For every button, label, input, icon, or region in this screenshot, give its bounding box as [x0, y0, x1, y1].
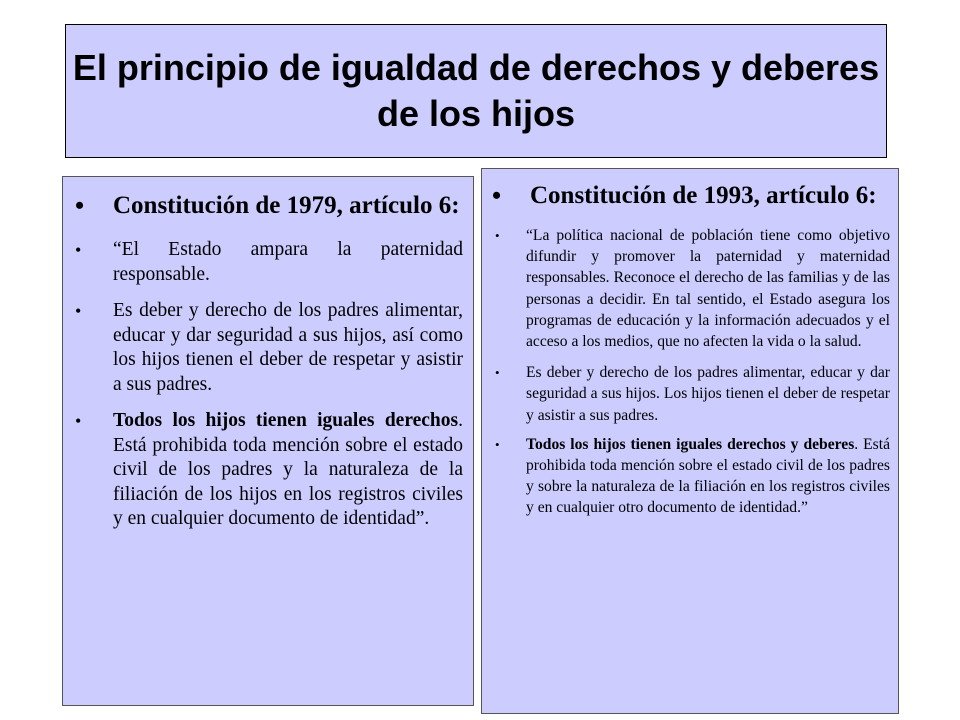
right-item-2-text: Es deber y derecho de los padres alimentar, educar y dar seguridad a sus hijos. Los hijos tienen el deber de respetar y asistir a sus padres. [526, 364, 890, 424]
right-list [490, 179, 890, 519]
right-item-3-rest: . Está prohibida toda mención sobre el estado civil de los padres y sobre la naturaleza de la filiación en los registros civiles y en cualquier otro documento de identidad.” [526, 435, 890, 517]
left-item-3-rest: . Está prohibida toda mención sobre el estado civil de los padres y la naturaleza de la filiación de los hijos en los registros civiles y en cualquier documento de identidad”. [113, 410, 463, 529]
right-item-3 [490, 434, 890, 519]
left-item-3 [73, 409, 463, 532]
right-heading-text: Constitución de 1993, artículo 6: [530, 182, 877, 209]
left-item-3-bold: Todos los hijos tienen iguales derechos [113, 410, 459, 431]
bullet-icon: • [75, 301, 82, 321]
bullet-icon: • [495, 365, 500, 381]
title-box [65, 24, 887, 158]
left-item-2 [73, 299, 463, 397]
right-panel-1993 [481, 168, 899, 714]
left-item-1 [73, 238, 463, 287]
bullet-icon: • [495, 436, 500, 452]
left-heading-text: Constitución de 1979, artículo 6: [113, 192, 460, 219]
right-item-3-bold: Todos los hijos tienen iguales derechos y deberes [526, 435, 855, 453]
left-heading [73, 189, 463, 222]
bullet-icon: • [492, 181, 502, 210]
bullet-icon: • [75, 411, 82, 431]
left-list [73, 189, 463, 532]
left-item-1-text: “El Estado ampara la paternidad responsable. [113, 239, 463, 285]
slide-title: El principio de igualdad de derechos y deberes de los hijos [72, 47, 880, 134]
right-item-2 [490, 362, 890, 426]
right-item-1 [490, 225, 890, 352]
bullet-icon: • [75, 191, 85, 220]
bullet-icon: • [495, 228, 500, 243]
right-item-1-text: “La política nacional de población tiene como objetivo difundir y promover la paternidad y maternidad responsables. Reconoce el derecho de las familias y de las personas a decidir. En tal sentido, el Estado asegura los programas de educación y la información adecuados y el acceso a los medios, que no afecten la vida o la salud. [526, 227, 890, 351]
left-panel-1979 [62, 176, 474, 706]
bullet-icon: • [75, 240, 82, 260]
right-heading [490, 179, 890, 212]
left-item-2-text: Es deber y derecho de los padres alimentar, educar y dar seguridad a sus hijos, así como los hijos tienen el deber de respetar y asistir a sus padres. [113, 300, 463, 395]
